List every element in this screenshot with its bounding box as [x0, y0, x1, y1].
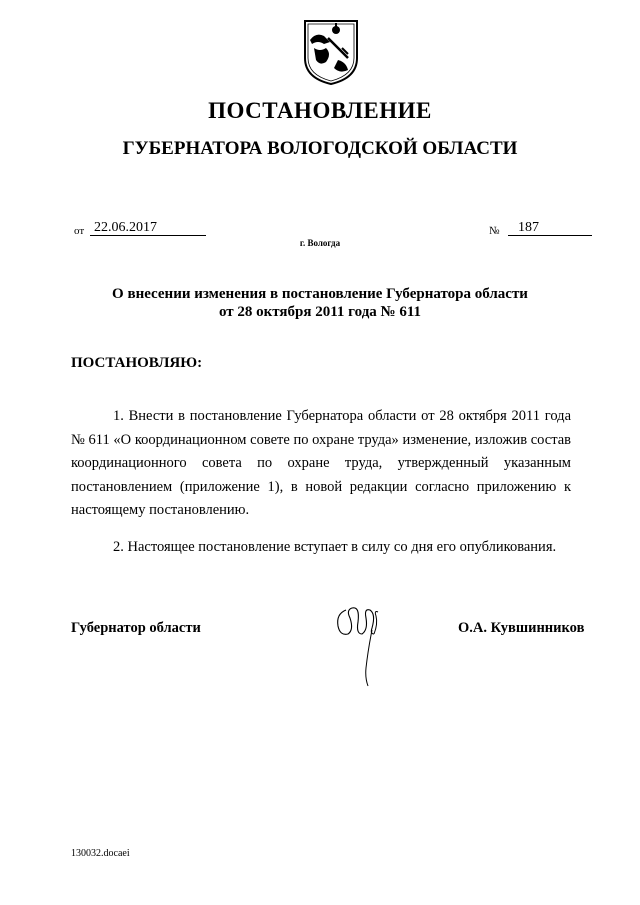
signatory-name: О.А. Кувшинников: [458, 620, 585, 636]
subject-line-2: от 28 октября 2011 года № 611: [218, 304, 422, 320]
page-title: ПОСТАНОВЛЕНИЕ: [208, 98, 432, 123]
decree-heading: ПОСТАНОВЛЯЮ:: [71, 355, 203, 371]
paragraph-1-first-line: 1. Внести в постановление Губернатора области от 28 октября 2011 года: [113, 408, 571, 424]
subject-line-1: О внесении изменения в постановление Губернатора области: [112, 286, 528, 302]
document-date: 22.06.2017: [90, 220, 206, 236]
document-subject: [0, 285, 640, 321]
date-label: от: [74, 225, 85, 237]
number-label: №: [489, 225, 500, 237]
city-label: г. Вологда: [299, 238, 341, 248]
file-reference: 130032.docaei: [71, 848, 130, 859]
paragraph-1-rest: № 611 «О координационном совете по охране труда» изменение, изложив состав координационного совета по охране труда, утвержденный указанным постановлением (приложение 1), в новой редакции согласно приложению к настоящему постановлению.: [71, 431, 571, 518]
signatory-position: Губернатор области: [71, 620, 201, 636]
paragraph-2: 2. Настоящее постановление вступает в силу со дня его опубликования.: [113, 539, 557, 555]
document-number: 187: [508, 220, 592, 236]
coat-of-arms-icon: [302, 18, 360, 86]
paragraph-1: [71, 405, 571, 523]
signature-icon: [332, 600, 392, 690]
page-subtitle: ГУБЕРНАТОРА ВОЛОГОДСКОЙ ОБЛАСТИ: [122, 138, 518, 159]
